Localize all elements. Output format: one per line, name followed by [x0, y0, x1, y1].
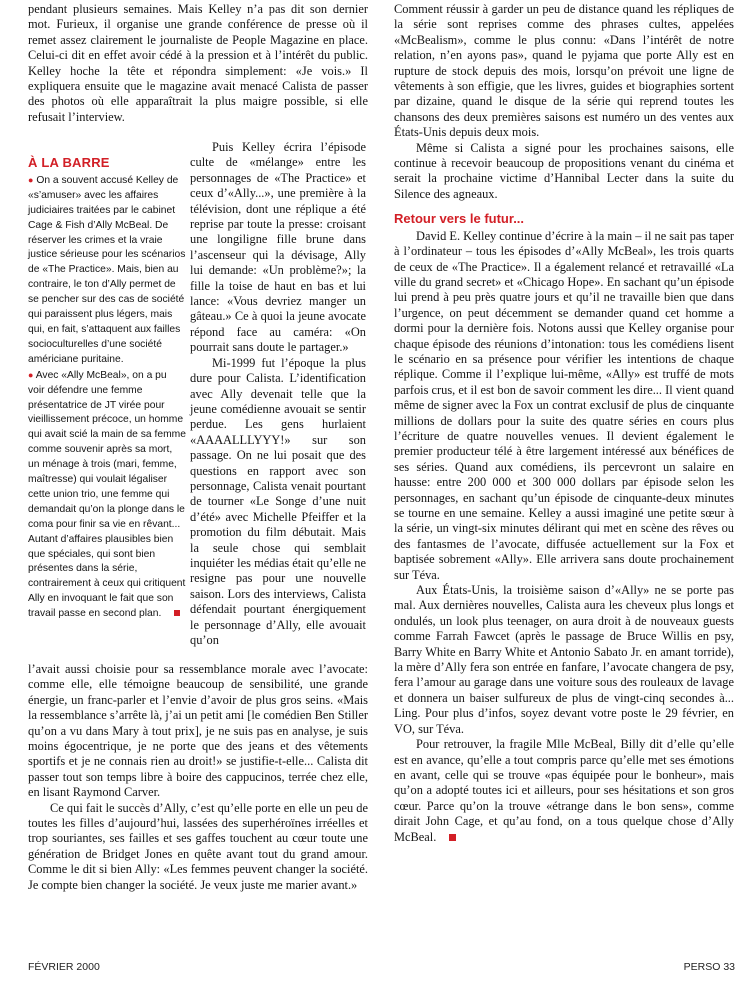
article-column-middle — [190, 140, 366, 648]
footer-date: FÉVRIER 2000 — [28, 961, 100, 973]
sidebar-paragraph: ● Avec «Ally McBeal», on a pu voir défendre une femme présentatrice de JT virée pour vieillissement précoce, un homme qui avait scié la main de sa femme comme souvenir après sa mort, un ménage à trois (mari, femme, maîtresse) qui voulait légaliser cette union trio, une femme qui demandait qu’on la plonge dans le coma pour finir sa vie en rêvant... Autant d’affaires plausibles bien que spéciales, qui sont bien présentes dans la série, contrairement à ceux qui critiquent Ally en invoquant le fait que son travail passe en second plan. — [28, 369, 186, 620]
end-square-icon — [449, 834, 456, 841]
end-square-icon — [174, 610, 180, 616]
paragraph: pendant plusieurs semaines. Mais Kelley n’a pas dit son dernier mot. Furieux, il organise une grande conférence de presse où il remet assez clairement le journaliste de People Magazine en place. Celui-ci dit en effet avoir cédé à la pression et à l’intérêt du public. Kelley hoche la tête et répondra simplement: «Je vois.» Il expliquera ensuite que le magazine avait menacé Calista de passer des photos où elle apparaîtrait la plus maigre possible, si elle refusait l’interview. — [28, 2, 368, 124]
sidebar-paragraph: ● On a souvent accusé Kelley de «s’amuser» avec les affaires judiciaires traitées par le cabinet Cage & Fish d’Ally McBeal. De réserver les crimes et la vraie justice sérieuse pour les scénarios de «The Practice». Mais, bien au contraire, le ton d’Ally permet de se pencher sur des cas de société qui paraissent plus légers, mais qui, en fait, s’attaquent aux failles socioculturelles d’une société américiane puritaine. — [28, 174, 186, 365]
sidebar-heading: À LA BARRE — [28, 155, 110, 170]
article-column-left-top — [28, 2, 368, 125]
paragraph: Puis Kelley écrira l’épisode culte de «mélange» entre les personnages de «The Practice» et ceux d’«Ally...», une première à la télévision, dont une réplique a été reprise par toute la presse: croisant une longiligne fille brune dans l’ascenseur qui la dévisage, Ally lui demande: «Un problème?»; la fille la toise de haut en bas et lui lance: «Vous devriez manger un gâteau.» Ce à quoi la jeune avocate répond face au caméra: «On pourrait sans doute le partager.» — [190, 140, 366, 355]
paragraph: Comment réussir à garder un peu de distance quand les répliques de la série sont reprises comme des phrases cultes, appelées «McBealism», comme le plus connu: «Dans l’intérêt de notre relation, n’en ayons pas», quand le pyjama que porte Ally est en rupture de stock depuis des mois, lorsqu’on prévoit une ligne de vêtements à son effigie, que les livres, guides et biographies sortent par dizaine, quand le disque de la série qui reprend toutes les chansons des deux premières saisons est numéro un des ventes aux États-Unis depuis deux mois. — [394, 2, 734, 140]
paragraph: Aux États-Unis, la troisième saison d’«Ally» ne se porte pas mal. Aux dernières nouvelles, Calista aura les cheveux plus longs et ondulés, un look plus teenager, on aura droit à de nouveaux guests comme Farrah Fawcet (après le passage de Bruce Willis en psy, Barry White en Barry White et Antonio Sabato Jr. en amant torride), la mère d’Ally fera son entrée en fanfare, l’avocate changera de psy, fera l’amour au garage dans une voiture sous des rouleaux de lavage et donnera un baiser sulfureux de plus de vingt-cinq secondes à... Ling. Pour plus d’infos, soyez devant votre poste le 29 février, en VO, sur Téva. — [394, 583, 734, 736]
paragraph: Ce qui fait le succès d’Ally, c’est qu’elle porte en elle un peu de toutes les filles d’aujourd’hui, lassées des superhéroïnes irréelles et trop souriantes, ses failles et ses gaffes touchent au cœur toute une génération de Bridget Jones en quête avant tout du grand amour. Comme le dit si bien Ally: «Les femmes peuvent changer la société. Je compte bien changer la société. Je veux juste me marier avant.» — [28, 800, 368, 892]
sidebar-box — [28, 156, 186, 622]
section-heading: Retour vers le futur... — [394, 211, 525, 227]
paragraph: l’avait aussi choisie pour sa ressemblance morale avec l’avocate: comme elle, elle témoigne beaucoup de sensibilité, une grande énergie, un franc-parler et l’envie d’avoir de plus gros seins. «Mais la ressemblance s’arrête là, j’ai un petit ami [le comédien Ben Stiller qu’on a vu dans Mary à tout prix], je ne suis pas en analyse, je suis moins égocentrique, je ne porte que des jeans et des vêtements sportifs et je ne connais rien au droit!» se justifie-t-elle... Calista dit passer tout son temps libre à boire des cappucinos, terrée chez elle, en lisant Raymond Carver. — [28, 662, 368, 800]
article-column-left-bottom — [28, 662, 368, 893]
article-column-right — [394, 2, 734, 845]
bullet-icon: ● — [28, 174, 34, 185]
footer-page-number: PERSO 33 — [683, 961, 735, 973]
paragraph: Mi-1999 fut l’époque la plus dure pour Calista. L’identification avec Ally devenait telle que la jeune comédienne avouait se sentir perdue. Les gens hurlaient «AAAALLLYYY!» sur son passage. On ne lui posait que des questions en rapport avec son personnage, Calista venait pourtant de tourner «Le Songe d’une nuit d’été» avec Michelle Pfeiffer et la promotion du film débutait. Mais la seule chose qui semblait inquiéter les médias était qu’elle ne resigne pas pour une nouvelle saison. Lors des interviews, Calista défendait pourtant énergiquement le personnage d’Ally, elle avouait qu’on — [190, 355, 366, 647]
bullet-icon: ● — [28, 369, 34, 380]
paragraph: Même si Calista a signé pour les prochaines saisons, elle continue à recevoir beaucoup de propositions venant du cinéma et serait la prochaine victime d’Hannibal Lecter dans la suite du Silence des agneaux. — [394, 140, 734, 201]
paragraph: David E. Kelley continue d’écrire à la main – il ne sait pas taper à l’ordinateur – tous les épisodes d’«Ally McBeal», les trois quarts de ceux de «The Practice». Il a également relancé et retravaillé «La ville du grand secret» et «Chicago Hope». En sachant qu’un épisode lui prend à peu près quatre jours et qu’il ne travaille bien que dans l’urgence, on peut décemment se demander quand cet homme a dormi pour la dernière fois. Notons aussi que Kelley organise pour chaque épisode des réunions d’intonation: tous les comédiens lisent le scénario en sa présence pour vérifier les intentions de chaque réplique. Comme il l’explique lui-même, «Ally» est truffé de mots parfois crus, et il est bon de savoir comment les dire... Il vient quand même de signer avec la Fox un contrat exclusif de plus de cinquante millions de dollars pour la suite des quatre séries en cours plus l’écriture de quatre nouvelles venues. Il devient également le premier producteur télé à être largement intéressé aux bénéfices de ses séries. Quand aux comédiens, ils percevront un salaire en hausse: entre 200 000 et 300 000 dollars par épisode selon les personnages, en sachant qu’un épisode de cinquante-deux minutes se tourne en une semaine. Kelley a aussi imaginé une petite sœur à la série, un vingt-six minutes délirant qui met en scène des rêves ou des fantasmes de l’avocate, diffusée actuellement sur la Fox et baptisée sobrement «Ally». Elle arrivera sans doute prochainement sur Téva. — [394, 228, 734, 582]
paragraph: Pour retrouver, la fragile Mlle McBeal, Billy dit d’elle qu’elle est en avance, qu’elle a tout compris parce qu’elle met ses émotions en avant, celle qui se trouve «pas équipée pour le bonheur», mais qu’on a adopté toutes ici et ailleurs, pour ses hésitations et son gros cœur. Parce qu’on la trouve «étrange dans le bon sens», comme dirait John Cage, et qu’au fond, on a tous quelque chose d’Ally McBeal. — [394, 737, 734, 844]
